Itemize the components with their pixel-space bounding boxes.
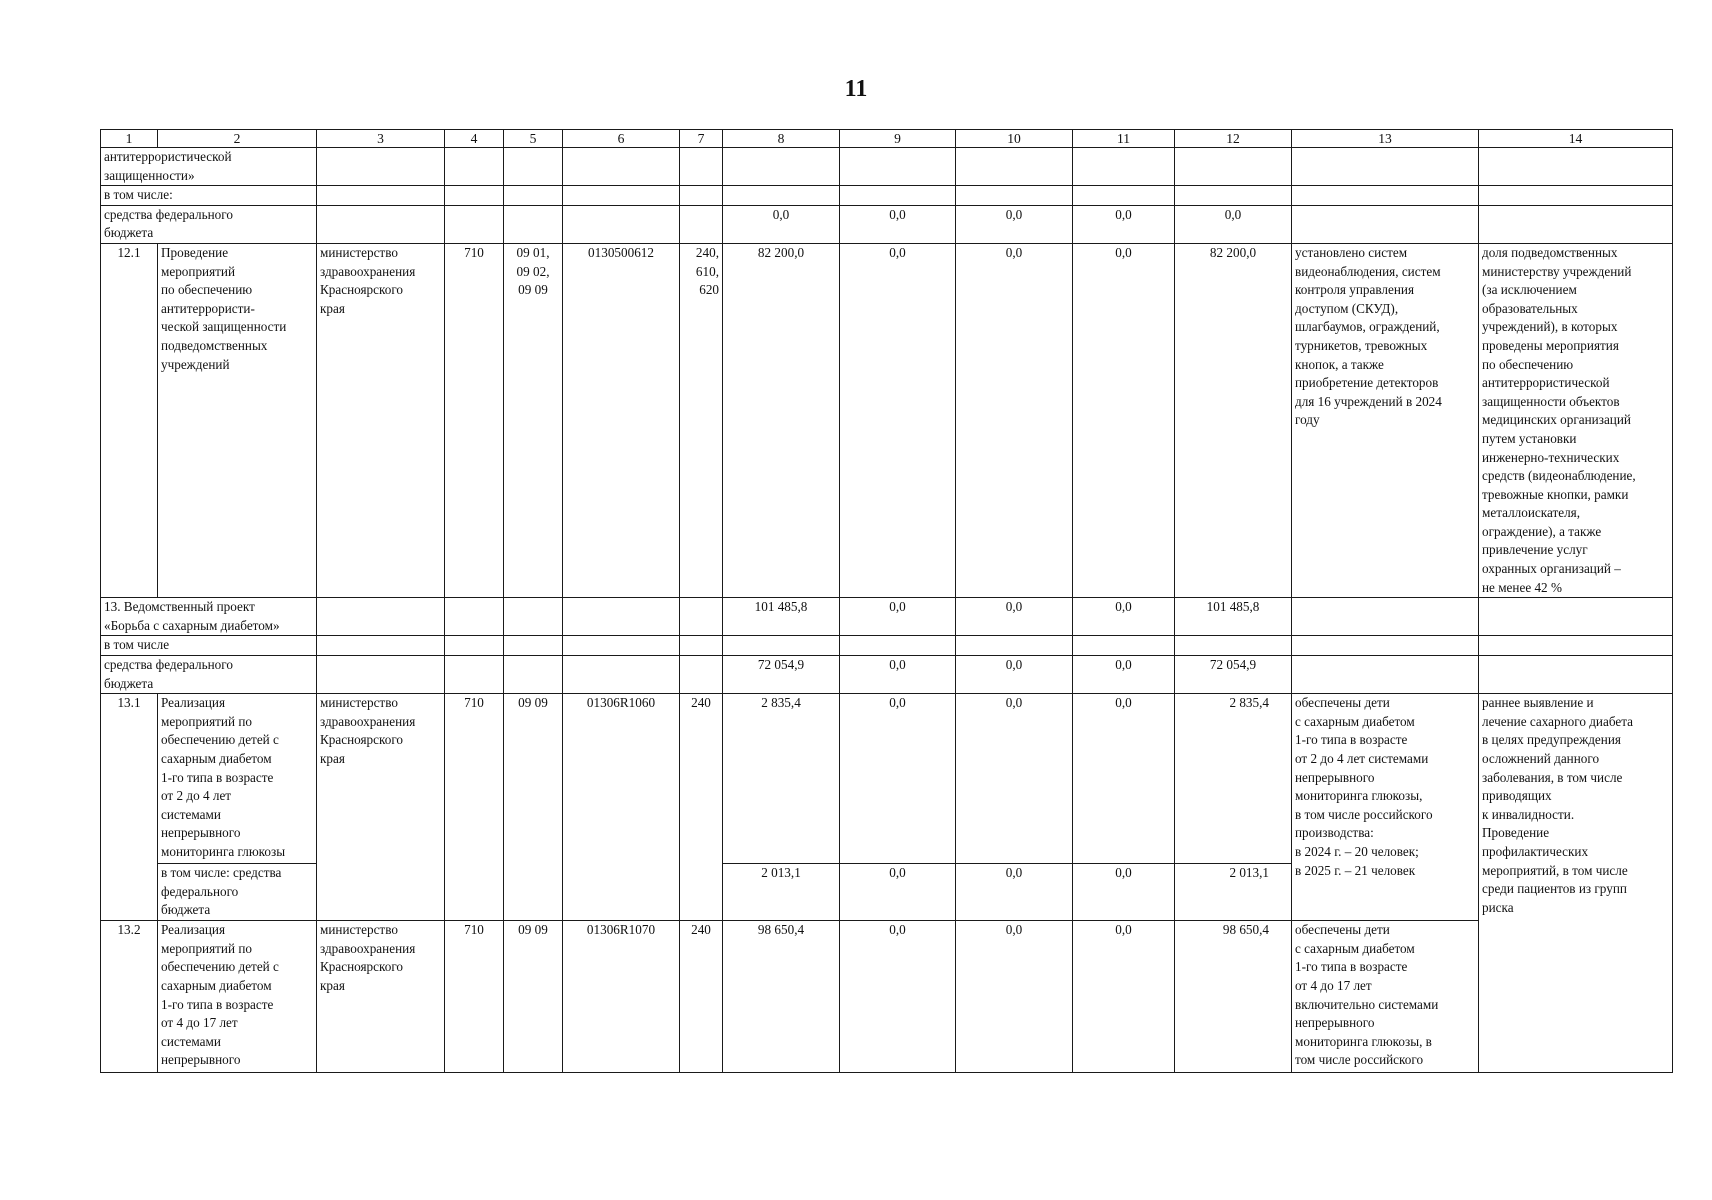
code-cell: 710 [445,694,504,864]
value-cell: 0,0 [1073,598,1175,636]
value-cell: 0,0 [956,598,1073,636]
value-cell: 0,0 [840,694,956,864]
header-cell: 5 [504,130,563,148]
code-cell: 0130500612 [563,243,680,597]
value-cell: 98 650,4 [1175,921,1292,1073]
page-number: 11 [844,76,868,102]
code-cell: 240, 610, 620 [680,243,723,597]
header-cell: 9 [840,130,956,148]
header-cell: 13 [1292,130,1479,148]
table-row [101,148,1673,186]
value-cell: 82 200,0 [1175,243,1292,597]
value-cell: 0,0 [1073,243,1175,597]
value-cell: 0,0 [956,243,1073,597]
table-row [101,694,1673,864]
row-name: Проведение мероприятий по обеспечению антитеррористи- ческой защищенности подведомственных учреждений [158,243,317,597]
value-cell: 82 200,0 [723,243,840,597]
header-row [101,130,1673,148]
code-cell: 09 09 [504,694,563,864]
value-cell: 101 485,8 [1175,598,1292,636]
header-cell: 4 [445,130,504,148]
value-cell: 72 054,9 [1175,656,1292,694]
value-cell: 0,0 [840,598,956,636]
value-cell: 0,0 [956,656,1073,694]
code-cell: 240 [680,921,723,1073]
header-cell: 11 [1073,130,1175,148]
result-cell: обеспечены дети с сахарным диабетом 1-го типа в возрасте от 4 до 17 лет включительно системами непрерывного мониторинга глюкозы, в том числе российского [1292,921,1479,1073]
value-cell: 0,0 [956,921,1073,1073]
row-name: в том числе [101,636,317,656]
value-cell: 0,0 [840,656,956,694]
table-row [101,186,1673,206]
row-name: Реализация мероприятий по обеспечению детей с сахарным диабетом 1-го типа в возрасте от 4 до 17 лет системами непрерывного [158,921,317,1073]
indicator-cell: раннее выявление и лечение сахарного диабета в целях предупреждения осложнений данного заболевания, в том числе приводящих к инвалидности. Проведение профилактических мероприятий, в том числе среди пациентов из групп риска [1479,694,1673,1073]
row-number: 13.2 [101,921,158,1073]
value-cell: 0,0 [956,864,1073,921]
value-cell: 0,0 [1073,864,1175,921]
code-cell: 710 [445,243,504,597]
row-name: средства федерального бюджета [101,205,317,243]
row-name: в том числе: средства федерального бюджета [158,864,317,921]
value-cell: 72 054,9 [723,656,840,694]
result-cell: установлено систем видеонаблюдения, систем контроля управления доступом (СКУД), шлагбаумов, ограждений, турникетов, тревожных кнопок, а также приобретение детекторов для 16 учреждений в 2024 году [1292,243,1479,597]
executor-cell: министерство здравоохранения Красноярского края [317,694,445,864]
value-cell: 0,0 [1073,921,1175,1073]
program-table [100,129,1673,1073]
table-row [101,243,1673,597]
value-cell: 0,0 [956,205,1073,243]
header-cell: 2 [158,130,317,148]
value-cell: 2 835,4 [1175,694,1292,864]
header-cell: 12 [1175,130,1292,148]
table-row [101,921,1673,1073]
header-cell: 7 [680,130,723,148]
value-cell: 101 485,8 [723,598,840,636]
row-name: антитеррористической защищенности» [101,148,317,186]
value-cell: 0,0 [840,921,956,1073]
value-cell: 0,0 [840,864,956,921]
value-cell: 0,0 [840,243,956,597]
value-cell: 0,0 [840,205,956,243]
value-cell: 0,0 [956,694,1073,864]
row-name: в том числе: [101,186,317,206]
executor-cell: министерство здравоохранения Красноярского края [317,243,445,597]
value-cell: 2 013,1 [1175,864,1292,921]
header-cell: 6 [563,130,680,148]
header-cell: 3 [317,130,445,148]
code-cell: 01306R1060 [563,694,680,864]
value-cell: 98 650,4 [723,921,840,1073]
value-cell: 0,0 [1073,656,1175,694]
table-row [101,598,1673,636]
table-row [101,636,1673,656]
header-cell: 14 [1479,130,1673,148]
header-cell: 10 [956,130,1073,148]
value-cell: 0,0 [723,205,840,243]
code-cell: 09 09 [504,921,563,1073]
indicator-cell: доля подведомственных министерству учреждений (за исключением образовательных учреждений), в которых проведены мероприятия по обеспечению антитеррористической защищенности объектов медицинских организаций путем установки инженерно-технических средств (видеонаблюдение, тревожные кнопки, рамки металлоискателя, ограждение), а также привлечение услуг охранных организаций – не менее 42 % [1479,243,1673,597]
table-row [101,205,1673,243]
value-cell: 0,0 [1175,205,1292,243]
result-cell: обеспечены дети с сахарным диабетом 1-го типа в возрасте от 2 до 4 лет системами непрерывного мониторинга глюкозы, в том числе российского производства: в 2024 г. – 20 человек; в 2025 г. – 21 человек [1292,694,1479,921]
code-cell: 09 01, 09 02, 09 09 [504,243,563,597]
value-cell: 0,0 [1073,205,1175,243]
row-name: средства федерального бюджета [101,656,317,694]
row-number: 12.1 [101,243,158,597]
executor-cell: министерство здравоохранения Красноярского края [317,921,445,1073]
row-name: 13. Ведомственный проект «Борьба с сахарным диабетом» [101,598,317,636]
value-cell: 0,0 [1073,694,1175,864]
code-cell: 710 [445,921,504,1073]
value-cell: 2 835,4 [723,694,840,864]
code-cell: 240 [680,694,723,864]
header-cell: 8 [723,130,840,148]
header-cell: 1 [101,130,158,148]
code-cell: 01306R1070 [563,921,680,1073]
value-cell: 2 013,1 [723,864,840,921]
table-row [101,656,1673,694]
row-name: Реализация мероприятий по обеспечению детей с сахарным диабетом 1-го типа в возрасте от 2 до 4 лет системами непрерывного мониторинга глюкозы [158,694,317,864]
row-number: 13.1 [101,694,158,864]
